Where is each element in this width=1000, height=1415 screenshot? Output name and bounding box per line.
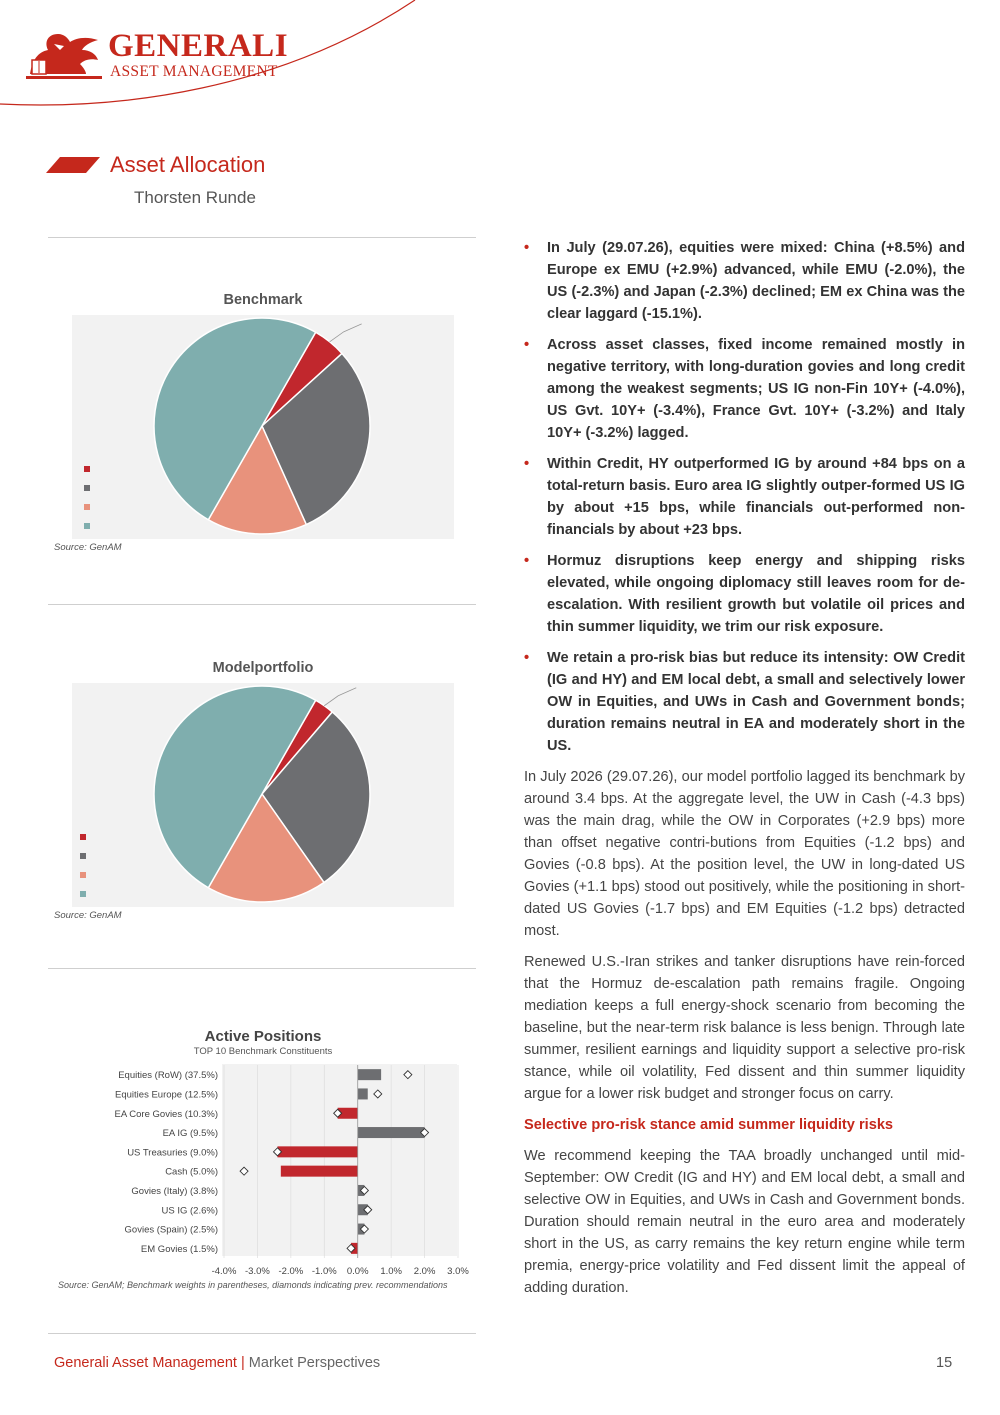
- bullet-icon: •: [524, 240, 530, 256]
- active-position-bar: [358, 1088, 368, 1099]
- active-position-bar: [281, 1166, 358, 1177]
- category-label: EM Govies (1.5%): [140, 1243, 218, 1255]
- bullet-icon: •: [524, 337, 530, 353]
- active-chart-subtitle: TOP 10 Benchmark Constituents: [193, 1046, 333, 1057]
- category-label: Equities Europe (12.5%): [115, 1089, 218, 1101]
- active-position-bar: [358, 1127, 425, 1138]
- category-label: US Treasuries (9.0%): [127, 1147, 218, 1159]
- active-source: Source: GenAM; Benchmark weights in parentheses, diamonds indicating prev. recommendations: [58, 1280, 448, 1290]
- page-number: 15: [936, 1355, 953, 1371]
- author: Thorsten Runde: [134, 188, 256, 207]
- category-label: Govies (Italy) (3.8%): [131, 1185, 218, 1197]
- category-label: Govies (Spain) (2.5%): [124, 1224, 218, 1236]
- company-subtitle: ASSET MANAGEMENT: [110, 63, 278, 80]
- x-tick-label: 1.0%: [380, 1266, 402, 1277]
- x-tick-label: 2.0%: [413, 1266, 436, 1277]
- prev-recommendation-marker: [404, 1071, 412, 1079]
- bullet-icon: •: [524, 456, 530, 472]
- footer-company: Generali Asset Management |: [54, 1355, 245, 1371]
- x-tick-label: 3.0%: [447, 1266, 469, 1277]
- active-positions-bar-chart: [0, 0, 500, 1300]
- bullet-icon: •: [524, 553, 530, 569]
- bullet-point: • Across asset classes, fixed income remained mostly in negative territory, with long-duration govies and long credit among the weakest segments; US IG non-Fin 10Y+ (-4.0%), US Gvt. 10Y+ (-3.4%), France Gvt. 10Y+ (-3.2%) and Italy 10Y+ (-3.2%) lagged.: [524, 334, 965, 444]
- x-tick-label: -2.0%: [278, 1266, 304, 1277]
- divider: [48, 1333, 476, 1334]
- x-tick-label: -3.0%: [245, 1266, 270, 1277]
- active-position-bar: [277, 1146, 357, 1157]
- paragraph: We recommend keeping the TAA broadly unchanged until mid-September: OW Credit (IG and HY) and EM local debt, a small and selective OW in Equities, and UWs in Cash and Government bonds. Duration should remain neutral in the euro area and moderately short in the US, as carry remains the key return engine while term premia, energy-price volatility and Fed dissent limit the appeal of adding duration.: [524, 1148, 965, 1296]
- footer: [54, 1355, 380, 1371]
- category-label: EA IG (9.5%): [162, 1128, 218, 1140]
- prev-recommendation-marker: [374, 1090, 382, 1098]
- bullet-point: • Within Credit, HY outperformed IG by around +84 bps on a total-return basis. Euro area IG slightly outper-formed US IG by about +15 bps, while financials out-performed non-financials by about +23 bps.: [524, 453, 965, 541]
- bullet-point: • We retain a pro-risk bias but reduce its intensity: OW Credit (IG and HY) and EM local debt, a small and selectively lower OW in Equities, and UWs in Cash and Government bonds; duration remains neutral in EA and moderately short in the US.: [524, 647, 965, 757]
- subheading: Selective pro-risk stance amid summer liquidity risks: [524, 1117, 894, 1133]
- x-tick-label: -4.0%: [211, 1266, 237, 1277]
- section-title: Asset Allocation: [110, 152, 266, 177]
- category-label: Equities (RoW) (37.5%): [118, 1070, 218, 1082]
- bullet-point: • Hormuz disruptions keep energy and shipping risks elevated, while ongoing diplomacy still leaves room for de-escalation. With resilient growth but volatile oil prices and thin summer liquidity, we trim our risk exposure.: [524, 550, 965, 638]
- category-label: US IG (2.6%): [161, 1205, 218, 1217]
- benchmark-chart-title: Benchmark: [223, 292, 303, 308]
- bullet-icon: •: [524, 650, 530, 666]
- paragraph: Renewed U.S.-Iran strikes and tanker disruptions have rein-forced that the Hormuz de-escalation path remains fragile. Ongoing mediation keeps a full energy-shock scenario from becoming the baseline, but the near-term risk balance is less benign. Through late summer, resilient earnings and liquidity support a selective pro-risk stance, while oil volatility, Fed dissent and thin summer liquidity argue for a lower risk budget and stronger focus on carry.: [524, 954, 965, 1102]
- footer-publication: Market Perspectives: [248, 1355, 381, 1371]
- paragraph: In July 2026 (29.07.26), our model portfolio lagged its benchmark by around 3.4 bps. At the aggregate level, the UW in Cash (-4.3 bps) was the main drag, while the OW in Corporates (+2.9 bps) more than offset negative contri-butions from Equities (-1.2 bps) and Govies (-0.8 bps). At the position level, the UW in long-dated US Govies (+1.1 bps) stood out positively, while the positioning in short-dated US Govies (-1.7 bps) and EM Equities (-1.2 bps) detracted most.: [524, 769, 965, 939]
- category-label: EA Core Govies (10.3%): [114, 1108, 218, 1120]
- active-position-bar: [358, 1069, 381, 1080]
- model-chart-title: Modelportfolio: [212, 660, 314, 676]
- x-tick-label: 0.0%: [346, 1266, 369, 1277]
- benchmark-source: Source: GenAM: [54, 542, 122, 553]
- company-name: GENERALI: [108, 28, 289, 64]
- category-label: Cash (5.0%): [165, 1166, 218, 1178]
- model-source: Source: GenAM: [54, 910, 122, 921]
- prev-recommendation-marker: [240, 1167, 248, 1175]
- key-points: [524, 237, 965, 757]
- active-chart-title: Active Positions: [204, 1028, 322, 1045]
- bullet-point: • In July (29.07.26), equities were mixed: China (+8.5%) and Europe ex EMU (+2.9%) advanced, while EMU (-2.0%), the US (-2.3%) and Japan (-2.3%) declined; EM ex China was the clear laggard (-15.1%).: [524, 237, 965, 325]
- x-tick-label: -1.0%: [311, 1266, 337, 1277]
- commentary: [524, 237, 965, 1308]
